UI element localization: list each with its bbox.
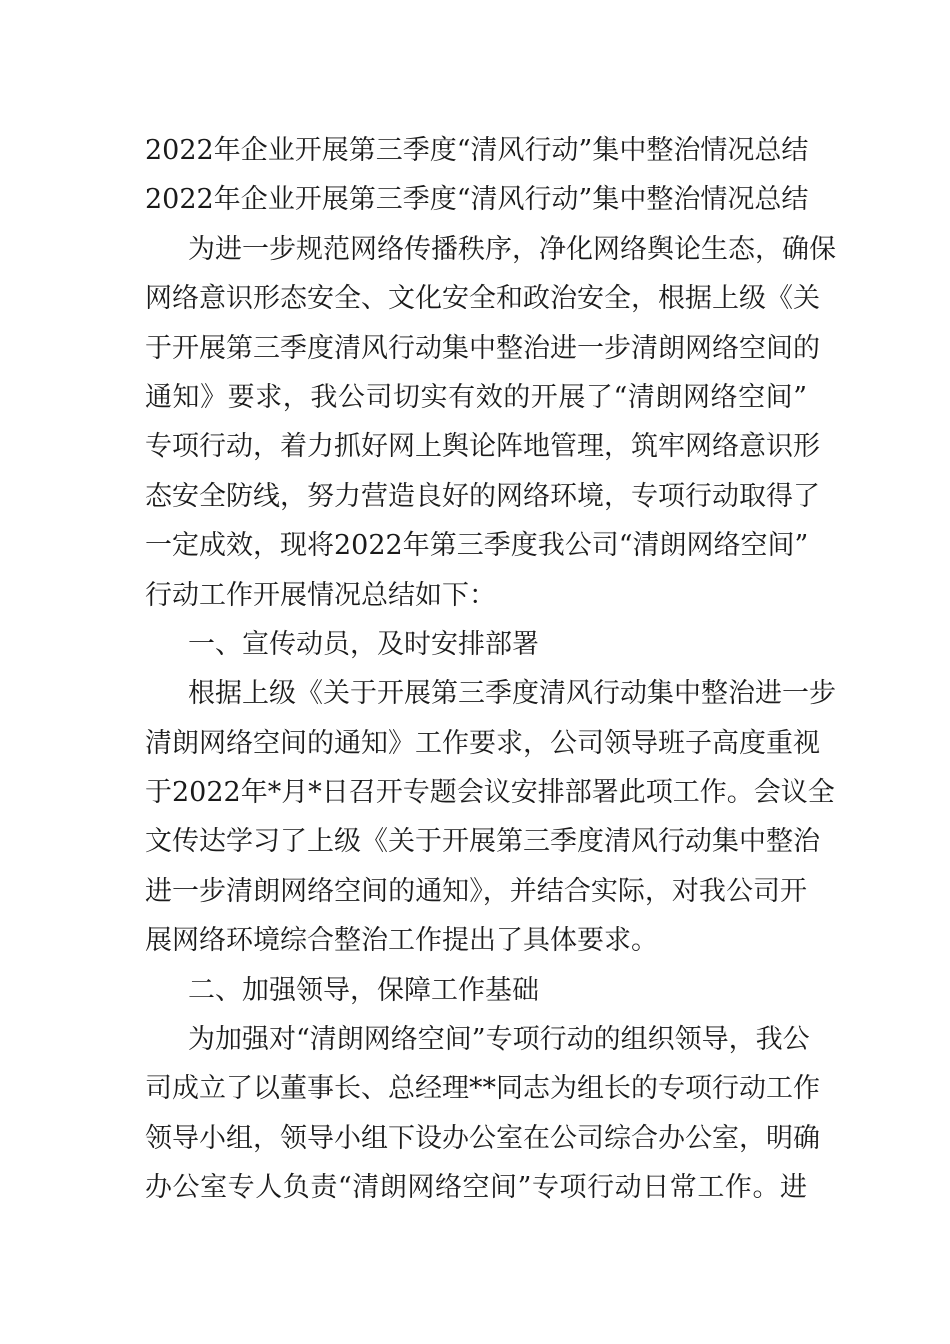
document-body [145, 126, 836, 1213]
paragraph-line: 文传达学习了上级《关于开展第三季度清风行动集中整治 [145, 826, 820, 858]
paragraph-line: 行动工作开展情况总结如下： [145, 579, 496, 611]
paragraph-line: 一定成效，现将2022年第三季度我公司“清朗网络空间” [145, 530, 809, 562]
paragraph-line: 专项行动，着力抓好网上舆论阵地管理，筑牢网络意识形 [145, 431, 820, 463]
paragraph-line: 为加强对“清朗网络空间”专项行动的组织领导，我公 [188, 1024, 810, 1056]
document-title-repeat: 2022年企业开展第三季度“清风行动”集中整治情况总结 [145, 184, 809, 216]
document-title: 2022年企业开展第三季度“清风行动”集中整治情况总结 [145, 135, 809, 166]
paragraph-line: 领导小组，领导小组下设办公室在公司综合办公室，明确 [145, 1122, 820, 1154]
paragraph-line: 进一步清朗网络空间的通知》，并结合实际，对我公司开 [145, 875, 807, 907]
paragraph-line: 根据上级《关于开展第三季度清风行动集中整治进一步 [188, 678, 836, 710]
section-heading-2: 二、加强领导，保障工作基础 [188, 974, 539, 1006]
paragraph-line: 展网络环境综合整治工作提出了具体要求。 [145, 925, 658, 957]
paragraph-line: 清朗网络空间的通知》工作要求，公司领导班子高度重视 [145, 727, 820, 759]
paragraph-line: 于2022年*月*日召开专题会议安排部署此项工作。会议全 [145, 777, 835, 809]
paragraph-line: 态安全防线，努力营造良好的网络环境，专项行动取得了 [145, 480, 820, 512]
paragraph-line: 于开展第三季度清风行动集中整治进一步清朗网络空间的 [145, 332, 820, 364]
paragraph-line: 为进一步规范网络传播秩序，净化网络舆论生态，确保 [188, 233, 836, 265]
paragraph-line: 司成立了以董事长、总经理**同志为组长的专项行动工作 [145, 1073, 820, 1105]
paragraph-line: 通知》要求，我公司切实有效的开展了“清朗网络空间” [145, 381, 807, 413]
paragraph-line: 网络意识形态安全、文化安全和政治安全，根据上级《关 [145, 283, 820, 315]
paragraph-line: 办公室专人负责“清朗网络空间”专项行动日常工作。进 [145, 1172, 807, 1204]
section-heading-1: 一、宣传动员，及时安排部署 [188, 628, 539, 660]
